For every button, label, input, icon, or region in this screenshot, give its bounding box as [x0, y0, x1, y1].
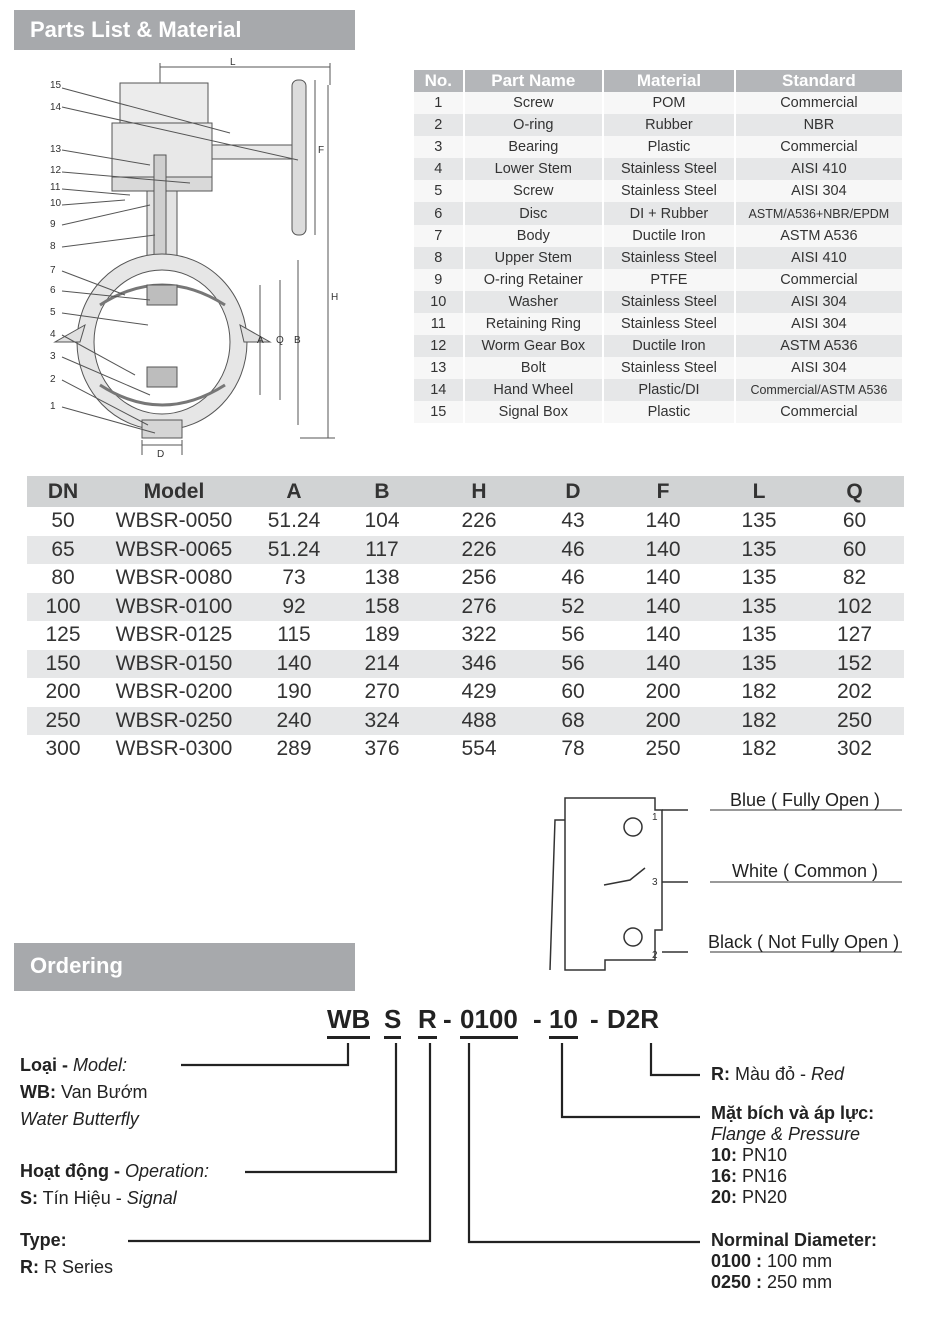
dims-cell-b: 376	[339, 735, 425, 764]
part-no: 8	[414, 247, 464, 269]
part-name: Bolt	[464, 357, 604, 379]
dims-cell-q: 202	[805, 678, 904, 707]
callout-1: 1	[50, 401, 56, 412]
dims-cell-b: 158	[339, 593, 425, 622]
dims-cell-f: 140	[613, 650, 713, 679]
col-header-no: No.	[414, 70, 464, 92]
callout-8: 8	[50, 241, 56, 252]
dims-cell-dn: 125	[27, 621, 99, 650]
part-material: Ductile Iron	[603, 335, 735, 357]
ordering-header: Ordering	[14, 943, 355, 991]
col-header-standard: Standard	[735, 70, 903, 92]
code-dash-1: -	[443, 1004, 452, 1034]
dims-cell-q: 60	[805, 536, 904, 565]
part-standard: AISI 410	[735, 247, 903, 269]
dims-cell-d: 46	[533, 536, 613, 565]
part-no: 13	[414, 357, 464, 379]
part-material: PTFE	[603, 269, 735, 291]
dims-cell-model: WBSR-0050	[99, 507, 249, 536]
part-no: 9	[414, 269, 464, 291]
dims-cell-d: 60	[533, 678, 613, 707]
dims-col-header-model: Model	[99, 476, 249, 507]
callout-12: 12	[50, 165, 62, 176]
part-name: Body	[464, 225, 604, 247]
callout-5: 5	[50, 307, 56, 318]
dims-col-header-a: A	[249, 476, 339, 507]
part-no: 5	[414, 180, 464, 202]
dims-cell-l: 182	[713, 735, 805, 764]
part-standard: AISI 304	[735, 313, 903, 335]
dims-cell-q: 250	[805, 707, 904, 736]
dims-cell-d: 56	[533, 650, 613, 679]
dims-cell-h: 346	[425, 650, 533, 679]
dims-cell-model: WBSR-0300	[99, 735, 249, 764]
part-name: Hand Wheel	[464, 379, 604, 401]
dims-cell-model: WBSR-0065	[99, 536, 249, 565]
part-standard: AISI 304	[735, 357, 903, 379]
dims-cell-f: 140	[613, 564, 713, 593]
dims-cell-a: 289	[249, 735, 339, 764]
dims-cell-a: 115	[249, 621, 339, 650]
dim-label-b: B	[294, 335, 301, 346]
part-material: Stainless Steel	[603, 247, 735, 269]
callout-14: 14	[50, 102, 62, 113]
dims-cell-f: 250	[613, 735, 713, 764]
dims-cell-model: WBSR-0250	[99, 707, 249, 736]
dims-col-header-f: F	[613, 476, 713, 507]
part-name: Retaining Ring	[464, 313, 604, 335]
wire-label-black: Black ( Not Fully Open )	[708, 932, 900, 952]
dims-cell-a: 51.24	[249, 536, 339, 565]
dim-label-f: F	[318, 145, 325, 156]
dims-cell-h: 322	[425, 621, 533, 650]
part-material: Stainless Steel	[603, 180, 735, 202]
dims-cell-dn: 200	[27, 678, 99, 707]
dims-cell-h: 226	[425, 536, 533, 565]
part-no: 6	[414, 202, 464, 224]
dims-cell-dn: 250	[27, 707, 99, 736]
part-no: 12	[414, 335, 464, 357]
part-name: Lower Stem	[464, 158, 604, 180]
part-material: Rubber	[603, 114, 735, 136]
part-standard: Commercial	[735, 401, 903, 423]
callout-4: 4	[50, 329, 56, 340]
part-standard: Commercial	[735, 269, 903, 291]
part-name: Worm Gear Box	[464, 335, 604, 357]
callout-13: 13	[50, 144, 62, 155]
dims-cell-dn: 150	[27, 650, 99, 679]
col-header-material: Material	[603, 70, 735, 92]
part-material: Plastic/DI	[603, 379, 735, 401]
part-name: Screw	[464, 180, 604, 202]
nominal-diameter-block: Norminal Diameter: 0100 : 100 mm 0250 : 250 mm	[711, 1230, 878, 1292]
code-wb: WB	[327, 1004, 370, 1039]
part-material: Stainless Steel	[603, 313, 735, 335]
part-name: O-ring	[464, 114, 604, 136]
pin-label-2: 2	[652, 950, 658, 961]
code-r: R	[418, 1004, 437, 1039]
part-no: 10	[414, 291, 464, 313]
pin-label-3: 3	[652, 877, 658, 888]
dims-cell-d: 43	[533, 507, 613, 536]
dims-cell-d: 52	[533, 593, 613, 622]
part-material: POM	[603, 92, 735, 114]
dims-cell-a: 51.24	[249, 507, 339, 536]
part-name: Disc	[464, 202, 604, 224]
dims-cell-dn: 300	[27, 735, 99, 764]
code-s: S	[384, 1004, 401, 1039]
callout-3: 3	[50, 351, 56, 362]
part-name: Washer	[464, 291, 604, 313]
part-standard: Commercial	[735, 92, 903, 114]
operation-label: Hoạt động - Operation:	[20, 1161, 210, 1181]
part-material: Plastic	[603, 401, 735, 423]
dims-col-header-b: B	[339, 476, 425, 507]
dims-cell-dn: 100	[27, 593, 99, 622]
part-name: Bearing	[464, 136, 604, 158]
operation-signal: S: Tín Hiệu - Signal	[20, 1188, 177, 1208]
color-red: R: Màu đỏ - Red	[711, 1064, 845, 1084]
dims-cell-d: 78	[533, 735, 613, 764]
part-material: Stainless Steel	[603, 357, 735, 379]
callout-11: 11	[50, 182, 61, 193]
dims-cell-d: 68	[533, 707, 613, 736]
dims-cell-d: 46	[533, 564, 613, 593]
part-no: 15	[414, 401, 464, 423]
code-color: D2R	[607, 1004, 660, 1034]
dims-cell-a: 92	[249, 593, 339, 622]
code-dash-2: -	[533, 1004, 542, 1034]
part-standard: AISI 304	[735, 291, 903, 313]
dims-cell-h: 276	[425, 593, 533, 622]
dim-label-l: L	[230, 57, 236, 68]
dims-cell-l: 182	[713, 707, 805, 736]
dims-cell-a: 190	[249, 678, 339, 707]
part-material: Stainless Steel	[603, 158, 735, 180]
wire-label-white: White ( Common )	[732, 861, 879, 881]
part-material: DI + Rubber	[603, 202, 735, 224]
callout-6: 6	[50, 285, 56, 296]
part-standard: ASTM A536	[735, 335, 903, 357]
dims-cell-q: 302	[805, 735, 904, 764]
dim-label-h: H	[331, 292, 339, 303]
dims-cell-f: 200	[613, 678, 713, 707]
code-dash-3: -	[590, 1004, 599, 1034]
dims-cell-l: 135	[713, 621, 805, 650]
dims-cell-l: 135	[713, 536, 805, 565]
dims-cell-l: 135	[713, 650, 805, 679]
dims-cell-model: WBSR-0125	[99, 621, 249, 650]
pin-label-1: 1	[652, 812, 658, 823]
dims-col-header-h: H	[425, 476, 533, 507]
dims-cell-model: WBSR-0100	[99, 593, 249, 622]
dims-col-header-q: Q	[805, 476, 904, 507]
dims-cell-q: 102	[805, 593, 904, 622]
wire-label-blue: Blue ( Fully Open )	[730, 790, 881, 810]
dims-cell-dn: 80	[27, 564, 99, 593]
dims-cell-a: 240	[249, 707, 339, 736]
dim-label-q: Q	[276, 335, 284, 346]
type-label: Type:	[20, 1230, 67, 1250]
col-header-part-name: Part Name	[464, 70, 604, 92]
part-material: Plastic	[603, 136, 735, 158]
dims-cell-l: 135	[713, 507, 805, 536]
part-standard: NBR	[735, 114, 903, 136]
dims-cell-h: 429	[425, 678, 533, 707]
part-no: 7	[414, 225, 464, 247]
part-standard: Commercial	[735, 136, 903, 158]
dims-cell-l: 135	[713, 593, 805, 622]
dim-label-a: A	[257, 335, 264, 346]
part-standard: ASTM/A536+NBR/EPDM	[735, 202, 903, 224]
callout-7: 7	[50, 265, 56, 276]
dims-cell-dn: 50	[27, 507, 99, 536]
code-diameter: 0100	[460, 1004, 518, 1039]
part-no: 2	[414, 114, 464, 136]
dims-cell-b: 214	[339, 650, 425, 679]
part-name: Screw	[464, 92, 604, 114]
dims-col-header-d: D	[533, 476, 613, 507]
callout-2: 2	[50, 374, 56, 385]
part-standard: AISI 304	[735, 180, 903, 202]
model-wb: WB: Van Bướm	[20, 1082, 148, 1102]
flange-pressure-block: Mặt bích và áp lực: Flange & Pressure 10: PN10 16: PN16 20: PN20	[711, 1103, 875, 1207]
part-standard: AISI 410	[735, 158, 903, 180]
dims-cell-q: 60	[805, 507, 904, 536]
dim-label-d: D	[157, 449, 165, 460]
part-name: Signal Box	[464, 401, 604, 423]
callout-10: 10	[50, 198, 62, 209]
dims-cell-h: 226	[425, 507, 533, 536]
callout-15: 15	[50, 80, 62, 91]
callout-9: 9	[50, 219, 56, 230]
part-material: Ductile Iron	[603, 225, 735, 247]
dims-cell-model: WBSR-0200	[99, 678, 249, 707]
dims-cell-d: 56	[533, 621, 613, 650]
dims-cell-model: WBSR-0150	[99, 650, 249, 679]
dims-cell-b: 104	[339, 507, 425, 536]
code-pressure: 10	[549, 1004, 578, 1039]
type-r-series: R: R Series	[20, 1257, 114, 1277]
parts-list-header: Parts List & Material	[14, 10, 355, 50]
dims-cell-b: 270	[339, 678, 425, 707]
part-no: 14	[414, 379, 464, 401]
part-name: Upper Stem	[464, 247, 604, 269]
model-label: Loại - Model:	[20, 1055, 128, 1075]
dims-cell-b: 117	[339, 536, 425, 565]
dims-cell-b: 324	[339, 707, 425, 736]
dims-cell-q: 152	[805, 650, 904, 679]
dims-cell-l: 182	[713, 678, 805, 707]
part-no: 3	[414, 136, 464, 158]
dims-cell-f: 140	[613, 593, 713, 622]
dims-cell-f: 200	[613, 707, 713, 736]
dims-cell-model: WBSR-0080	[99, 564, 249, 593]
part-name: O-ring Retainer	[464, 269, 604, 291]
dims-cell-a: 73	[249, 564, 339, 593]
model-wb-english: Water Butterfly	[20, 1109, 139, 1129]
dims-cell-h: 488	[425, 707, 533, 736]
part-standard: Commercial/ASTM A536	[735, 379, 903, 401]
dims-cell-dn: 65	[27, 536, 99, 565]
dims-cell-b: 189	[339, 621, 425, 650]
dims-col-header-dn: DN	[27, 476, 99, 507]
dims-cell-b: 138	[339, 564, 425, 593]
dims-cell-h: 554	[425, 735, 533, 764]
part-no: 11	[414, 313, 464, 335]
part-standard: ASTM A536	[735, 225, 903, 247]
dims-cell-a: 140	[249, 650, 339, 679]
dims-col-header-l: L	[713, 476, 805, 507]
dims-cell-f: 140	[613, 621, 713, 650]
part-material: Stainless Steel	[603, 291, 735, 313]
dims-cell-q: 82	[805, 564, 904, 593]
dims-cell-h: 256	[425, 564, 533, 593]
dims-cell-q: 127	[805, 621, 904, 650]
part-no: 4	[414, 158, 464, 180]
part-no: 1	[414, 92, 464, 114]
dims-cell-f: 140	[613, 536, 713, 565]
dims-cell-l: 135	[713, 564, 805, 593]
dims-cell-f: 140	[613, 507, 713, 536]
